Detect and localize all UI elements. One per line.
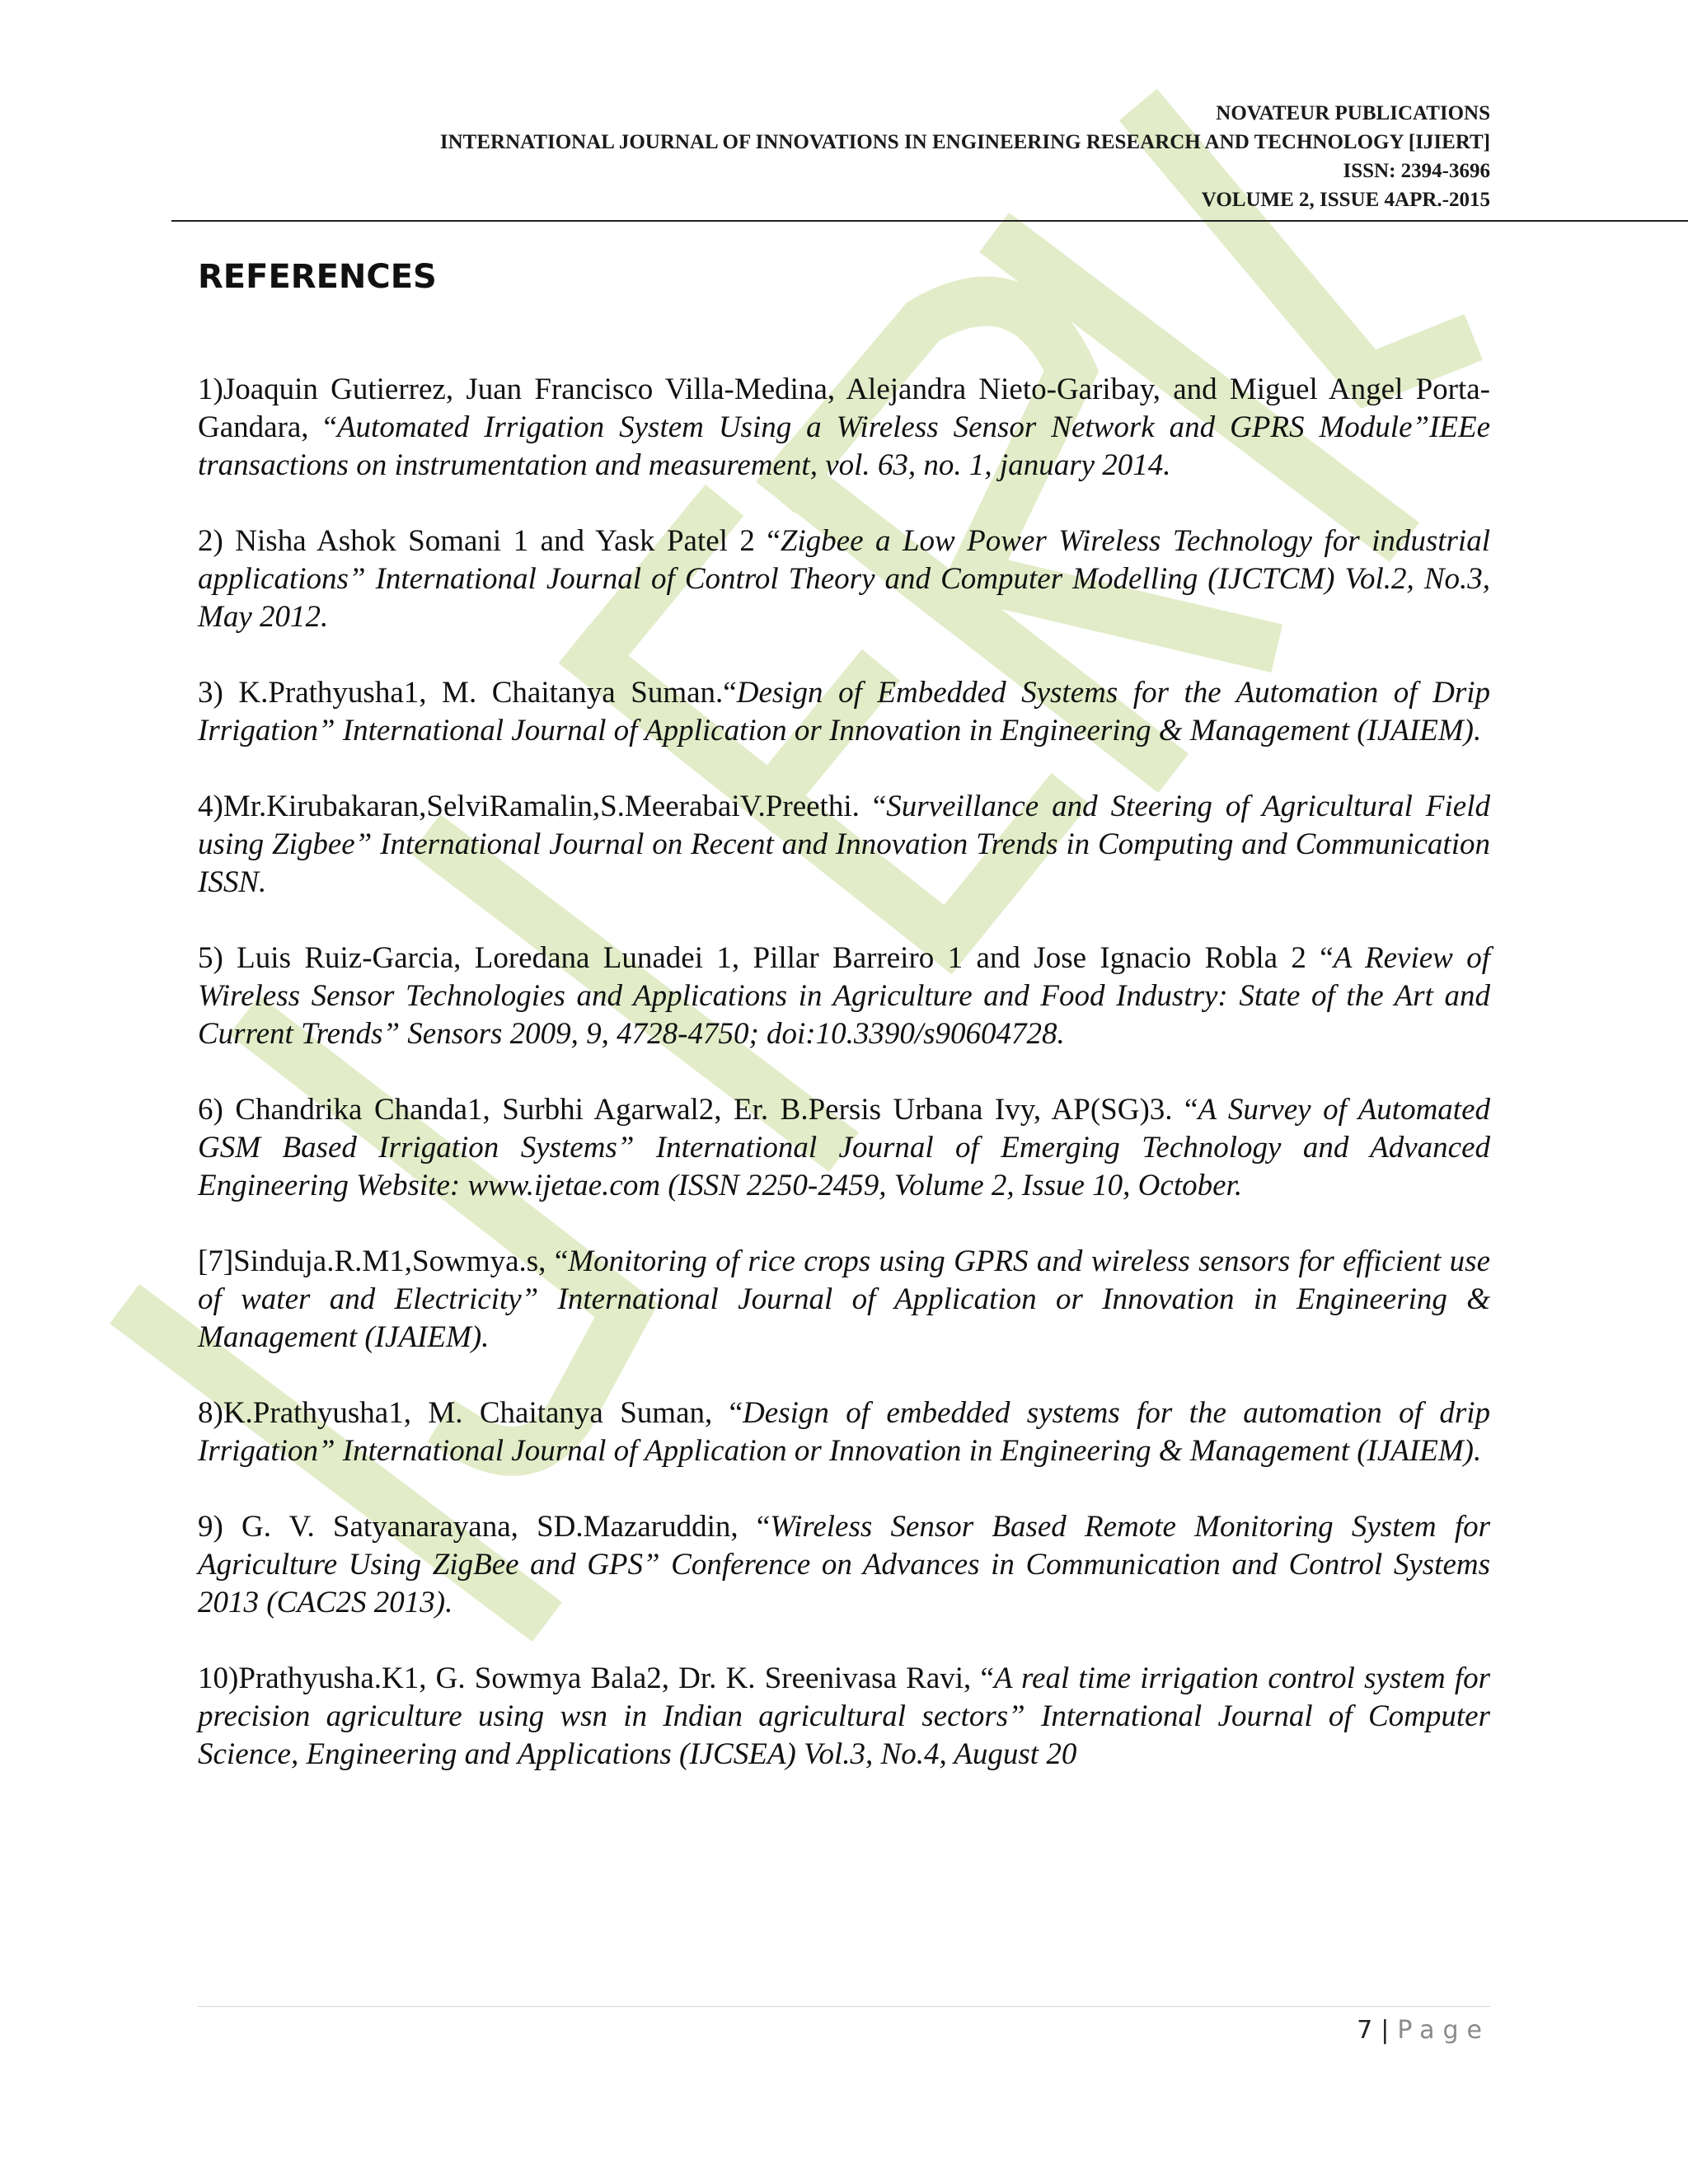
reference-item — [198, 1660, 1490, 1774]
reference-title: Zigbee a Low Power Wireless Technology for industrial applications” International Journal of Control Theory and Computer Modelling (IJCTCM) Vol.2, No.3, May 2012. — [198, 524, 1490, 634]
reference-title: Automated Irrigation System Using a Wireless Sensor Network and GPRS Module”IEEe transactions on instrumentation and measurement, vol. 63, no. 1, january 2014. — [198, 410, 1491, 482]
reference-authors: 10)Prathyusha.K1, G. Sowmya Bala2, Dr. K. Sreenivasa Ravi, “ — [198, 1661, 994, 1695]
reference-authors: 6) Chandrika Chanda1, Surbhi Agarwal2, Er. B.Persis Urbana Ivy, AP(SG)3. “ — [198, 1093, 1198, 1127]
reference-item — [198, 674, 1490, 750]
reference-item — [198, 788, 1490, 902]
footer-rule — [198, 2006, 1490, 2007]
reference-authors: 4)Mr.Kirubakaran,SelviRamalin,S.MeerabaiV.Preethi. “ — [198, 790, 887, 823]
reference-item — [198, 1243, 1490, 1357]
reference-authors: 5) Luis Ruiz-Garcia, Loredana Lunadei 1, Pillar Barreiro 1 and Jose Ignacio Robla 2 “ — [198, 941, 1334, 975]
volume-line: VOLUME 2, ISSUE 4APR.-2015 — [1201, 189, 1490, 211]
reference-item — [198, 523, 1490, 636]
reference-title: Design of embedded systems for the automation of drip Irrigation” International Journal of Application or Innovation in Engineering & Management (IJAIEM). — [198, 1396, 1491, 1468]
references-list — [198, 371, 1490, 1811]
reference-authors: [7]Sinduja.R.M1,Sowmya.s, “ — [198, 1244, 569, 1278]
page-separator: | — [1381, 2016, 1390, 2045]
reference-item — [198, 1508, 1490, 1622]
page-label: Page — [1397, 2016, 1490, 2045]
issn-line: ISSN: 2394-3696 — [1343, 160, 1490, 182]
section-title: REFERENCES — [198, 258, 437, 296]
reference-authors: 3) K.Prathyusha1, M. Chaitanya Suman.“ — [198, 676, 737, 710]
reference-title: A Survey of Automated GSM Based Irrigation Systems” International Journal of Emerging Technology and Advanced Engineering Website: www.ijetae.com (ISSN 2250-2459, Volume 2, Issue 10, October. — [198, 1093, 1491, 1202]
reference-title: A Review of Wireless Sensor Technologies and Applications in Agriculture and Food Industry: State of the Art and Current Trends” Sensors 2009, 9, 4728-4750; doi:10.3390/s90604728. — [198, 941, 1490, 1051]
reference-authors: 1)Joaquin Gutierrez, Juan Francisco Villa-Medina, Alejandra Nieto-Garibay, and Miguel Angel Porta-Gandara, “ — [198, 373, 1490, 444]
reference-item — [198, 1091, 1490, 1205]
reference-title: Wireless Sensor Based Remote Monitoring System for Agriculture Using ZigBee and GPS” Conference on Advances in Communication and Control Systems 2013 (CAC2S 2013). — [198, 1510, 1490, 1619]
reference-item — [198, 940, 1490, 1053]
page-footer — [1357, 2014, 1490, 2047]
publisher-name: NOVATEUR PUBLICATIONS — [1216, 102, 1490, 124]
reference-title: Monitoring of rice crops using GPRS and wireless sensors for efficient use of water and Electricity” International Journal of Application or Innovation in Engineering & Management (IJAIEM). — [198, 1244, 1490, 1354]
reference-authors: 9) G. V. Satyanarayana, SD.Mazaruddin, “ — [198, 1510, 771, 1544]
reference-title: Design of Embedded Systems for the Automation of Drip Irrigation” International Journal of Application or Innovation in Engineering & Management (IJAIEM). — [198, 676, 1490, 748]
header-rule — [171, 220, 1688, 222]
reference-title: Surveillance and Steering of Agricultural Field using Zigbee” International Journal on Recent and Innovation Trends in Computing and Communication ISSN. — [198, 790, 1490, 899]
reference-item — [198, 371, 1490, 485]
reference-authors: 2) Nisha Ashok Somani 1 and Yask Patel 2 “ — [198, 524, 781, 558]
journal-name: INTERNATIONAL JOURNAL OF INNOVATIONS IN ENGINEERING RESEARCH AND TECHNOLOGY [IJIERT] — [439, 131, 1490, 153]
reference-item — [198, 1394, 1490, 1470]
reference-title: A real time irrigation control system for precision agriculture using wsn in Indian agricultural sectors” International Journal of Computer Science, Engineering and Applications (IJCSEA) Vol.3, No.4, August 20 — [198, 1661, 1491, 1771]
page-number: 7 — [1357, 2016, 1373, 2045]
reference-authors: 8)K.Prathyusha1, M. Chaitanya Suman, “ — [198, 1396, 743, 1430]
running-header — [440, 99, 1490, 214]
